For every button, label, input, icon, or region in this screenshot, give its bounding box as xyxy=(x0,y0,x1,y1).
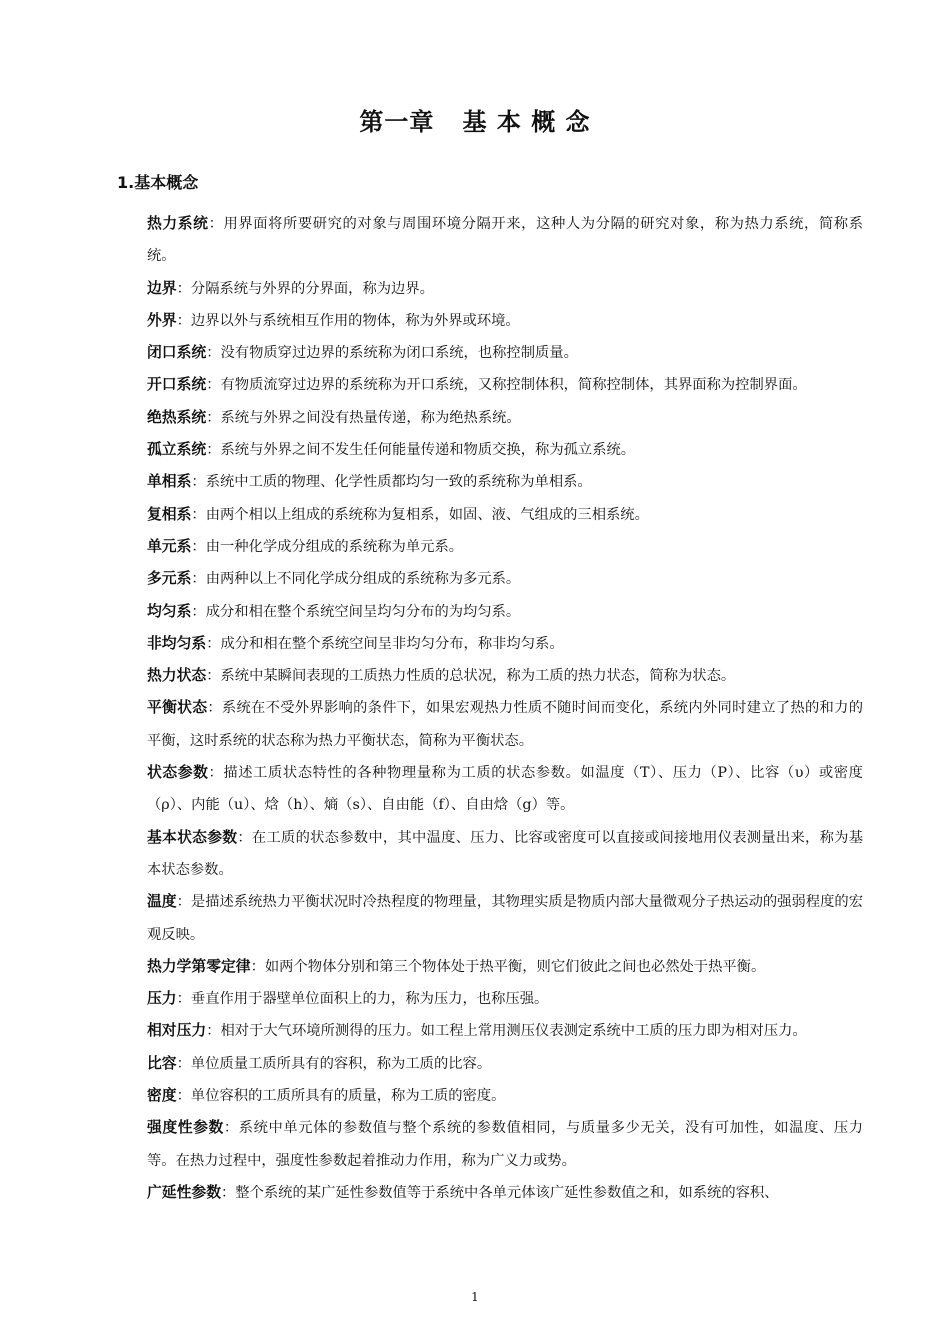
definition-text: ：系统在不受外界影响的条件下，如果宏观热力性质不随时间而变化，系统内外同时建立了热的和力的平衡，这时系统的状态称为热力平衡状态，简称为平衡状态。 xyxy=(147,700,863,749)
definition-text: ：是描述系统热力平衡状况时冷热程度的物理量，其物理实质是物质内部大量微观分子热运动的强弱程度的宏观反映。 xyxy=(147,894,863,943)
definition-item xyxy=(147,983,863,1015)
definition-term: 均匀系 xyxy=(147,602,192,620)
definition-term: 非均匀系 xyxy=(147,634,207,652)
definition-text: ：由两个相以上组成的系统称为复相系，如固、液、气组成的三相系统。 xyxy=(191,506,649,523)
definition-term: 密度 xyxy=(147,1087,177,1105)
definition-term: 开口系统 xyxy=(147,376,207,394)
definition-text: ：系统与外界之间不发生任何能量传递和物质交换，称为孤立系统。 xyxy=(206,442,636,459)
chapter-title: 第一章 基 本 概 念 xyxy=(359,108,591,136)
definition-term: 热力学第零定律 xyxy=(147,957,251,975)
definition-item xyxy=(147,273,863,305)
definition-text: ：单位容积的工质所具有的质量，称为工质的密度。 xyxy=(176,1088,506,1105)
definition-item xyxy=(147,628,863,660)
definition-text: ：没有物质穿过边界的系统称为闭口系统，也称控制质量。 xyxy=(206,345,578,362)
definition-item xyxy=(147,660,863,692)
definition-item xyxy=(147,1112,863,1177)
definition-text: ：系统与外界之间没有热量传递，称为绝热系统。 xyxy=(206,409,521,426)
definition-list xyxy=(147,208,863,1209)
definition-term: 热力状态 xyxy=(147,667,207,685)
definition-term: 状态参数 xyxy=(147,764,209,782)
definition-item xyxy=(147,1080,863,1112)
definition-text: ：系统中工质的物理、化学性质都均匀一致的系统称为单相系。 xyxy=(191,474,592,491)
definition-term: 基本状态参数 xyxy=(147,828,238,846)
definition-item xyxy=(147,1015,863,1047)
definition-item xyxy=(147,886,863,951)
definition-text: ：系统中单元体的参数值与整个系统的参数值相同，与质量多少无关，没有可加性，如温度、压力等。在热力过程中，强度性参数起着推动力作用，称为广义力或势。 xyxy=(147,1120,863,1169)
definition-term: 广延性参数 xyxy=(147,1183,221,1201)
definition-text: ：在工质的状态参数中，其中温度、压力、比容或密度可以直接或间接地用仪表测量出来，称为基本状态参数。 xyxy=(147,829,863,878)
definition-text: ：边界以外与系统相互作用的物体，称为外界或环境。 xyxy=(176,312,520,329)
definition-text: ：系统中某瞬间表现的工质热力性质的总状况，称为工质的热力状态，简称为状态。 xyxy=(206,668,736,685)
definition-text: ：有物质流穿过边界的系统称为开口系统，又称控制体积，简称控制体，其界面称为控制界面。 xyxy=(206,377,807,394)
definition-text: ：用界面将所要研究的对象与周围环境分隔开来，这种人为分隔的研究对象，称为热力系统，简称系统。 xyxy=(147,216,863,265)
definition-item xyxy=(147,305,863,337)
definition-term: 绝热系统 xyxy=(147,408,207,426)
definition-item xyxy=(147,692,863,757)
definition-term: 复相系 xyxy=(147,505,192,523)
definition-item xyxy=(147,1177,863,1209)
definition-item xyxy=(147,466,863,498)
definition-term: 闭口系统 xyxy=(147,344,207,362)
page-number: 1 xyxy=(471,1290,479,1304)
definition-text: ：描述工质状态特性的各种物理量称为工质的状态参数。如温度（T）、压力（P）、比容（υ）或密度（ρ）、内能（u）、焓（h）、熵（s）、自由能（f）、自由焓（g）等。 xyxy=(147,765,863,814)
definition-text: ：由一种化学成分组成的系统称为单元系。 xyxy=(191,538,464,555)
definition-term: 温度 xyxy=(147,893,177,911)
definition-item xyxy=(147,499,863,531)
definition-term: 多元系 xyxy=(147,570,192,588)
definition-item xyxy=(147,402,863,434)
definition-term: 比容 xyxy=(147,1054,177,1072)
definition-text: ：成分和相在整个系统空间呈均匀分布的为均匀系。 xyxy=(191,603,521,620)
definition-text: ：整个系统的某广延性参数值等于系统中各单元体该广延性参数值之和，如系统的容积、 xyxy=(221,1184,779,1201)
definition-term: 单元系 xyxy=(147,537,192,555)
definition-term: 压力 xyxy=(147,990,177,1008)
definition-text: ：成分和相在整个系统空间呈非均匀分布，称非均匀系。 xyxy=(206,635,564,652)
definition-term: 强度性参数 xyxy=(147,1119,224,1137)
definition-text: ：如两个物体分别和第三个物体处于热平衡，则它们彼此之间也必然处于热平衡。 xyxy=(250,958,766,975)
definition-term: 相对压力 xyxy=(147,1022,207,1040)
definition-term: 边界 xyxy=(147,279,177,297)
definition-item xyxy=(147,434,863,466)
definition-text: ：垂直作用于器壁单位面积上的力，称为压力，也称压强。 xyxy=(176,991,549,1008)
definition-text: ：单位质量工质所具有的容积，称为工质的比容。 xyxy=(176,1055,492,1072)
definition-term: 单相系 xyxy=(147,473,192,491)
definition-item xyxy=(147,337,863,369)
definition-term: 平衡状态 xyxy=(147,699,208,717)
definition-term: 热力系统 xyxy=(147,215,209,232)
definition-text: ：相对于大气环境所测得的压力。如工程上常用测压仪表测定系统中工质的压力即为相对压力。 xyxy=(206,1023,807,1040)
definition-term: 外界 xyxy=(147,311,177,329)
definition-item xyxy=(147,757,863,822)
definition-item xyxy=(147,208,863,273)
definition-item xyxy=(147,596,863,628)
definition-item xyxy=(147,951,863,983)
definition-item xyxy=(147,822,863,887)
definition-text: ：由两种以上不同化学成分组成的系统称为多元系。 xyxy=(191,571,521,588)
definition-item xyxy=(147,531,863,563)
definition-item xyxy=(147,369,863,401)
definition-item xyxy=(147,563,863,595)
definition-text: ：分隔系统与外界的分界面，称为边界。 xyxy=(176,280,434,297)
section-heading: 1.基本概念 xyxy=(117,173,199,192)
definition-term: 孤立系统 xyxy=(147,441,207,459)
definition-item xyxy=(147,1048,863,1080)
